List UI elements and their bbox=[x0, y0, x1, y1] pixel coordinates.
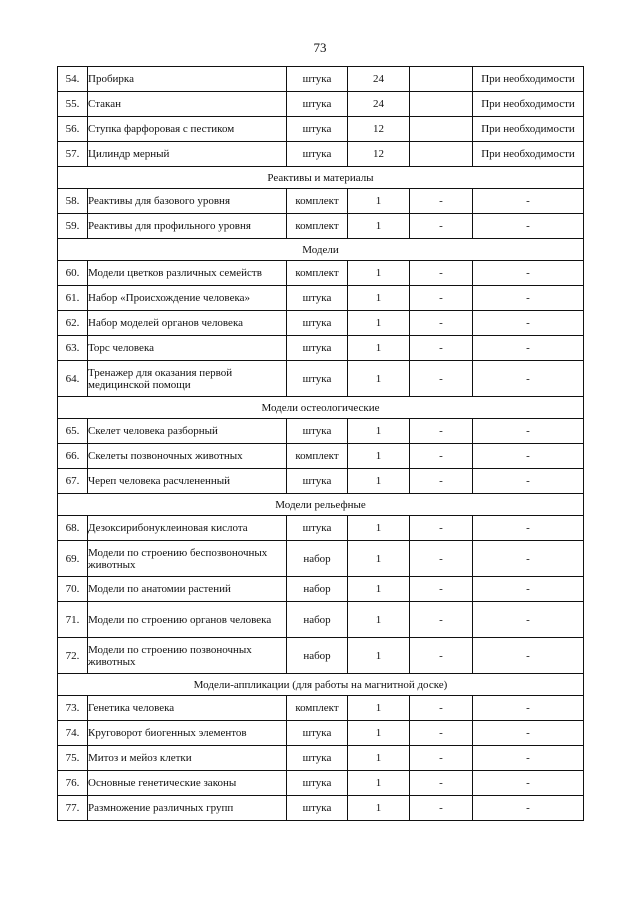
item-name-cell: Череп человека расчлененный bbox=[88, 469, 287, 494]
unit-cell: штука bbox=[287, 721, 348, 746]
item-name-cell: Ступка фарфоровая с пестиком bbox=[88, 117, 287, 142]
unit-cell: штука bbox=[287, 311, 348, 336]
table-row bbox=[58, 311, 584, 336]
extra-column-cell: - bbox=[410, 771, 473, 796]
row-number-cell: 66. bbox=[58, 444, 88, 469]
table-row bbox=[58, 721, 584, 746]
row-number-cell: 74. bbox=[58, 721, 88, 746]
table-row bbox=[58, 602, 584, 638]
note-cell: - bbox=[473, 602, 584, 638]
note-cell: - bbox=[473, 577, 584, 602]
note-cell: - bbox=[473, 419, 584, 444]
extra-column-cell: - bbox=[410, 336, 473, 361]
section-header-row bbox=[58, 239, 584, 261]
quantity-cell: 1 bbox=[348, 602, 410, 638]
quantity-cell: 1 bbox=[348, 541, 410, 577]
item-name-cell: Модели по строению позвоночных животных bbox=[88, 638, 287, 674]
quantity-cell: 1 bbox=[348, 638, 410, 674]
section-title: Модели рельефные bbox=[58, 494, 584, 516]
note-cell: - bbox=[473, 189, 584, 214]
quantity-cell: 24 bbox=[348, 92, 410, 117]
unit-cell: штука bbox=[287, 796, 348, 821]
quantity-cell: 1 bbox=[348, 444, 410, 469]
page-number: 73 bbox=[313, 40, 327, 55]
row-number-cell: 67. bbox=[58, 469, 88, 494]
unit-cell: набор bbox=[287, 638, 348, 674]
section-title: Реактивы и материалы bbox=[58, 167, 584, 189]
section-header-row bbox=[58, 397, 584, 419]
row-number-cell: 77. bbox=[58, 796, 88, 821]
unit-cell: штука bbox=[287, 92, 348, 117]
note-cell: При необходимости bbox=[473, 142, 584, 167]
note-cell: - bbox=[473, 541, 584, 577]
note-cell: - bbox=[473, 361, 584, 397]
equipment-table bbox=[57, 66, 584, 821]
unit-cell: штука bbox=[287, 469, 348, 494]
note-cell: - bbox=[473, 771, 584, 796]
quantity-cell: 1 bbox=[348, 214, 410, 239]
section-title: Модели bbox=[58, 239, 584, 261]
row-number-cell: 76. bbox=[58, 771, 88, 796]
item-name-cell: Модели по строению беспозвоночных животных bbox=[88, 541, 287, 577]
note-cell: - bbox=[473, 286, 584, 311]
table-row bbox=[58, 361, 584, 397]
unit-cell: штука bbox=[287, 117, 348, 142]
row-number-cell: 73. bbox=[58, 696, 88, 721]
extra-column-cell: - bbox=[410, 261, 473, 286]
table-row bbox=[58, 286, 584, 311]
item-name-cell: Пробирка bbox=[88, 67, 287, 92]
quantity-cell: 1 bbox=[348, 469, 410, 494]
note-cell: При необходимости bbox=[473, 92, 584, 117]
table-row bbox=[58, 746, 584, 771]
quantity-cell: 1 bbox=[348, 286, 410, 311]
extra-column-cell: - bbox=[410, 516, 473, 541]
table-row bbox=[58, 541, 584, 577]
quantity-cell: 1 bbox=[348, 336, 410, 361]
row-number-cell: 65. bbox=[58, 419, 88, 444]
row-number-cell: 62. bbox=[58, 311, 88, 336]
row-number-cell: 57. bbox=[58, 142, 88, 167]
row-number-cell: 58. bbox=[58, 189, 88, 214]
unit-cell: комплект bbox=[287, 696, 348, 721]
extra-column-cell: - bbox=[410, 721, 473, 746]
table-row bbox=[58, 516, 584, 541]
table-row bbox=[58, 419, 584, 444]
item-name-cell: Основные генетические законы bbox=[88, 771, 287, 796]
extra-column-cell: - bbox=[410, 541, 473, 577]
unit-cell: комплект bbox=[287, 444, 348, 469]
quantity-cell: 1 bbox=[348, 311, 410, 336]
row-number-cell: 71. bbox=[58, 602, 88, 638]
note-cell: - bbox=[473, 721, 584, 746]
row-number-cell: 63. bbox=[58, 336, 88, 361]
item-name-cell: Размножение различных групп bbox=[88, 796, 287, 821]
unit-cell: комплект bbox=[287, 214, 348, 239]
item-name-cell: Модели цветков различных семейств bbox=[88, 261, 287, 286]
note-cell: - bbox=[473, 796, 584, 821]
item-name-cell: Митоз и мейоз клетки bbox=[88, 746, 287, 771]
table-row bbox=[58, 67, 584, 92]
note-cell: При необходимости bbox=[473, 117, 584, 142]
extra-column-cell: - bbox=[410, 419, 473, 444]
note-cell: - bbox=[473, 444, 584, 469]
quantity-cell: 1 bbox=[348, 419, 410, 444]
unit-cell: штука bbox=[287, 142, 348, 167]
quantity-cell: 24 bbox=[348, 67, 410, 92]
item-name-cell: Модели по строению органов человека bbox=[88, 602, 287, 638]
row-number-cell: 64. bbox=[58, 361, 88, 397]
row-number-cell: 68. bbox=[58, 516, 88, 541]
unit-cell: штука bbox=[287, 419, 348, 444]
row-number-cell: 56. bbox=[58, 117, 88, 142]
row-number-cell: 55. bbox=[58, 92, 88, 117]
unit-cell: набор bbox=[287, 602, 348, 638]
extra-column-cell: - bbox=[410, 796, 473, 821]
unit-cell: комплект bbox=[287, 189, 348, 214]
item-name-cell: Торс человека bbox=[88, 336, 287, 361]
quantity-cell: 1 bbox=[348, 721, 410, 746]
extra-column-cell bbox=[410, 92, 473, 117]
row-number-cell: 61. bbox=[58, 286, 88, 311]
extra-column-cell: - bbox=[410, 602, 473, 638]
row-number-cell: 75. bbox=[58, 746, 88, 771]
unit-cell: набор bbox=[287, 541, 348, 577]
quantity-cell: 12 bbox=[348, 142, 410, 167]
table-row bbox=[58, 214, 584, 239]
item-name-cell: Скелет человека разборный bbox=[88, 419, 287, 444]
extra-column-cell: - bbox=[410, 638, 473, 674]
item-name-cell: Набор моделей органов человека bbox=[88, 311, 287, 336]
quantity-cell: 1 bbox=[348, 796, 410, 821]
table-body bbox=[58, 67, 584, 821]
item-name-cell: Стакан bbox=[88, 92, 287, 117]
table-row bbox=[58, 577, 584, 602]
table-row bbox=[58, 336, 584, 361]
item-name-cell: Дезоксирибонуклеиновая кислота bbox=[88, 516, 287, 541]
table-row bbox=[58, 444, 584, 469]
extra-column-cell: - bbox=[410, 444, 473, 469]
extra-column-cell: - bbox=[410, 189, 473, 214]
unit-cell: комплект bbox=[287, 261, 348, 286]
note-cell: - bbox=[473, 469, 584, 494]
quantity-cell: 1 bbox=[348, 516, 410, 541]
extra-column-cell bbox=[410, 67, 473, 92]
row-number-cell: 72. bbox=[58, 638, 88, 674]
quantity-cell: 1 bbox=[348, 746, 410, 771]
quantity-cell: 1 bbox=[348, 261, 410, 286]
note-cell: - bbox=[473, 311, 584, 336]
item-name-cell: Круговорот биогенных элементов bbox=[88, 721, 287, 746]
row-number-cell: 60. bbox=[58, 261, 88, 286]
section-title: Модели остеологические bbox=[58, 397, 584, 419]
note-cell: При необходимости bbox=[473, 67, 584, 92]
quantity-cell: 1 bbox=[348, 771, 410, 796]
row-number-cell: 59. bbox=[58, 214, 88, 239]
note-cell: - bbox=[473, 516, 584, 541]
item-name-cell: Скелеты позвоночных животных bbox=[88, 444, 287, 469]
note-cell: - bbox=[473, 261, 584, 286]
extra-column-cell: - bbox=[410, 214, 473, 239]
extra-column-cell: - bbox=[410, 286, 473, 311]
quantity-cell: 1 bbox=[348, 577, 410, 602]
unit-cell: штука bbox=[287, 516, 348, 541]
table-row bbox=[58, 796, 584, 821]
note-cell: - bbox=[473, 696, 584, 721]
row-number-cell: 70. bbox=[58, 577, 88, 602]
item-name-cell: Набор «Происхождение человека» bbox=[88, 286, 287, 311]
extra-column-cell: - bbox=[410, 311, 473, 336]
item-name-cell: Генетика человека bbox=[88, 696, 287, 721]
unit-cell: штука bbox=[287, 286, 348, 311]
table-row bbox=[58, 189, 584, 214]
quantity-cell: 12 bbox=[348, 117, 410, 142]
item-name-cell: Цилиндр мерный bbox=[88, 142, 287, 167]
section-header-row bbox=[58, 167, 584, 189]
row-number-cell: 69. bbox=[58, 541, 88, 577]
quantity-cell: 1 bbox=[348, 696, 410, 721]
unit-cell: штука bbox=[287, 67, 348, 92]
section-title: Модели-аппликации (для работы на магнитной доске) bbox=[58, 674, 584, 696]
section-header-row bbox=[58, 674, 584, 696]
item-name-cell: Реактивы для профильного уровня bbox=[88, 214, 287, 239]
extra-column-cell bbox=[410, 142, 473, 167]
note-cell: - bbox=[473, 746, 584, 771]
row-number-cell: 54. bbox=[58, 67, 88, 92]
quantity-cell: 1 bbox=[348, 361, 410, 397]
table-row bbox=[58, 696, 584, 721]
note-cell: - bbox=[473, 336, 584, 361]
table-row bbox=[58, 771, 584, 796]
unit-cell: штука bbox=[287, 361, 348, 397]
table-row bbox=[58, 261, 584, 286]
section-header-row bbox=[58, 494, 584, 516]
extra-column-cell: - bbox=[410, 696, 473, 721]
item-name-cell: Тренажер для оказания первой медицинской помощи bbox=[88, 361, 287, 397]
table-row bbox=[58, 117, 584, 142]
item-name-cell: Реактивы для базового уровня bbox=[88, 189, 287, 214]
extra-column-cell: - bbox=[410, 361, 473, 397]
extra-column-cell: - bbox=[410, 469, 473, 494]
unit-cell: штука bbox=[287, 336, 348, 361]
quantity-cell: 1 bbox=[348, 189, 410, 214]
unit-cell: набор bbox=[287, 577, 348, 602]
unit-cell: штука bbox=[287, 746, 348, 771]
table-row bbox=[58, 638, 584, 674]
extra-column-cell: - bbox=[410, 577, 473, 602]
table-row bbox=[58, 92, 584, 117]
item-name-cell: Модели по анатомии растений bbox=[88, 577, 287, 602]
table-row bbox=[58, 469, 584, 494]
extra-column-cell bbox=[410, 117, 473, 142]
extra-column-cell: - bbox=[410, 746, 473, 771]
table-row bbox=[58, 142, 584, 167]
note-cell: - bbox=[473, 638, 584, 674]
note-cell: - bbox=[473, 214, 584, 239]
unit-cell: штука bbox=[287, 771, 348, 796]
